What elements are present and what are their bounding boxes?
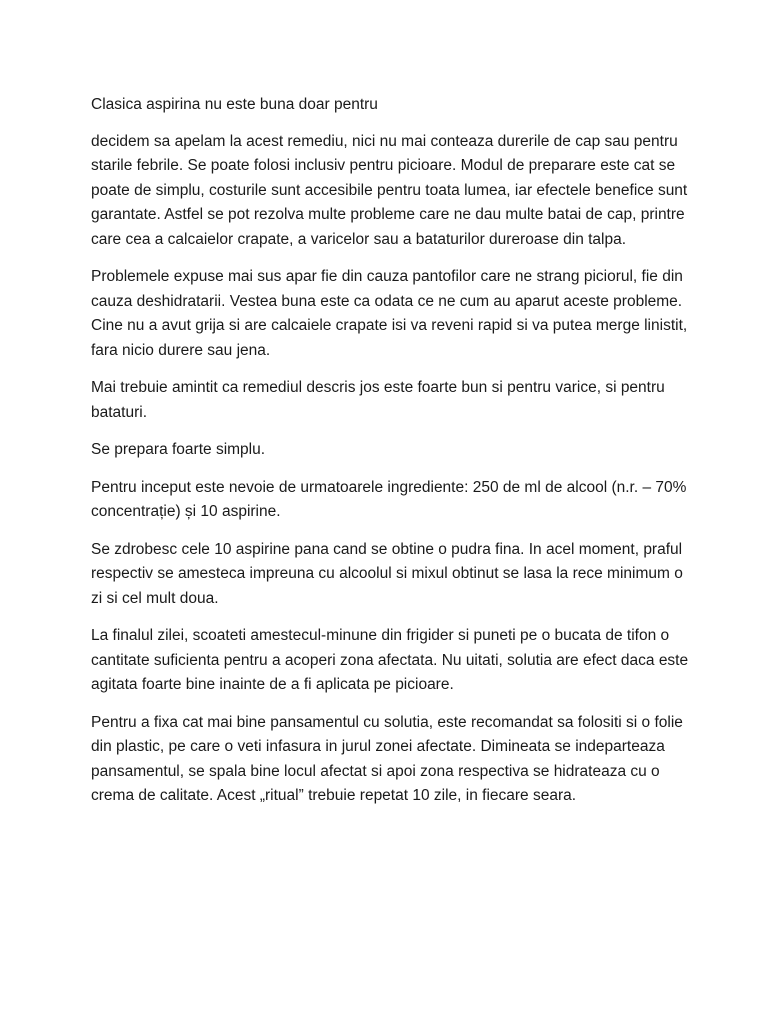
document-body [91,93,691,822]
paragraph-application: La finalul zilei, scoateti amestecul-minune din frigider si puneti pe o bucata de tifon o cantitate suficienta pentru a acoperi zona afectata. Nu uitati, solutia are efect daca este agitata foarte bine inainte de a fi aplicata pe picioare. [91,627,689,693]
paragraph-preparation-intro: Se prepara foarte simplu. [91,441,266,458]
paragraph-intro: decidem sa apelam la acest remediu, nici nu mai conteaza durerile de cap sau pentru starile febrile. Se poate folosi inclusiv pentru picioare. Modul de preparare este cat se poate de simplu, costurile sunt accesibile pentru toata lumea, iar efectele benefice sunt garantate. Astfel se pot rezolva multe probleme care ne dau multe batai de cap, printre care cea a calcaielor crapate, a varicelor sau a bataturilor dureroase din talpa. [91,132,688,248]
paragraph-remedy-note: Mai trebuie amintit ca remediul descris jos este foarte bun si pentru varice, si pentru bataturi. [91,379,665,421]
paragraph-bandage: Pentru a fixa cat mai bine pansamentul cu solutia, este recomandat sa folositi si o folie din plastic, pe care o veti infasura in jurul zonei afectate. Dimineata se indeparteaza pansamentul, se spala bine locul afectat si apoi zona respectiva se hidrateaza cu o crema de calitate. Acest „ritual” trebuie repetat 10 zile, in fiecare seara. [91,713,683,804]
paragraph-title-line: Clasica aspirina nu este buna doar pentru [91,96,378,113]
paragraph-crushing: Se zdrobesc cele 10 aspirine pana cand se obtine o pudra fina. In acel moment, praful respectiv se amesteca impreuna cu alcoolul si mixul obtinut se lasa la rece minimum o zi si cel mult doua. [91,540,683,607]
paragraph-causes: Problemele expuse mai sus apar fie din cauza pantofilor care ne strang piciorul, fie din cauza deshidratarii. Vestea buna este ca odata ce ne cum au aparut aceste probleme. Cine nu a avut grija si are calcaiele crapate isi va reveni rapid si va putea merge linistit, fara nicio durere sau jena. [91,268,688,359]
paragraph-ingredients: Pentru inceput este nevoie de urmatoarele ingrediente: 250 de ml de alcool (n.r. – 70% concentrație) și 10 aspirine. [91,478,687,520]
